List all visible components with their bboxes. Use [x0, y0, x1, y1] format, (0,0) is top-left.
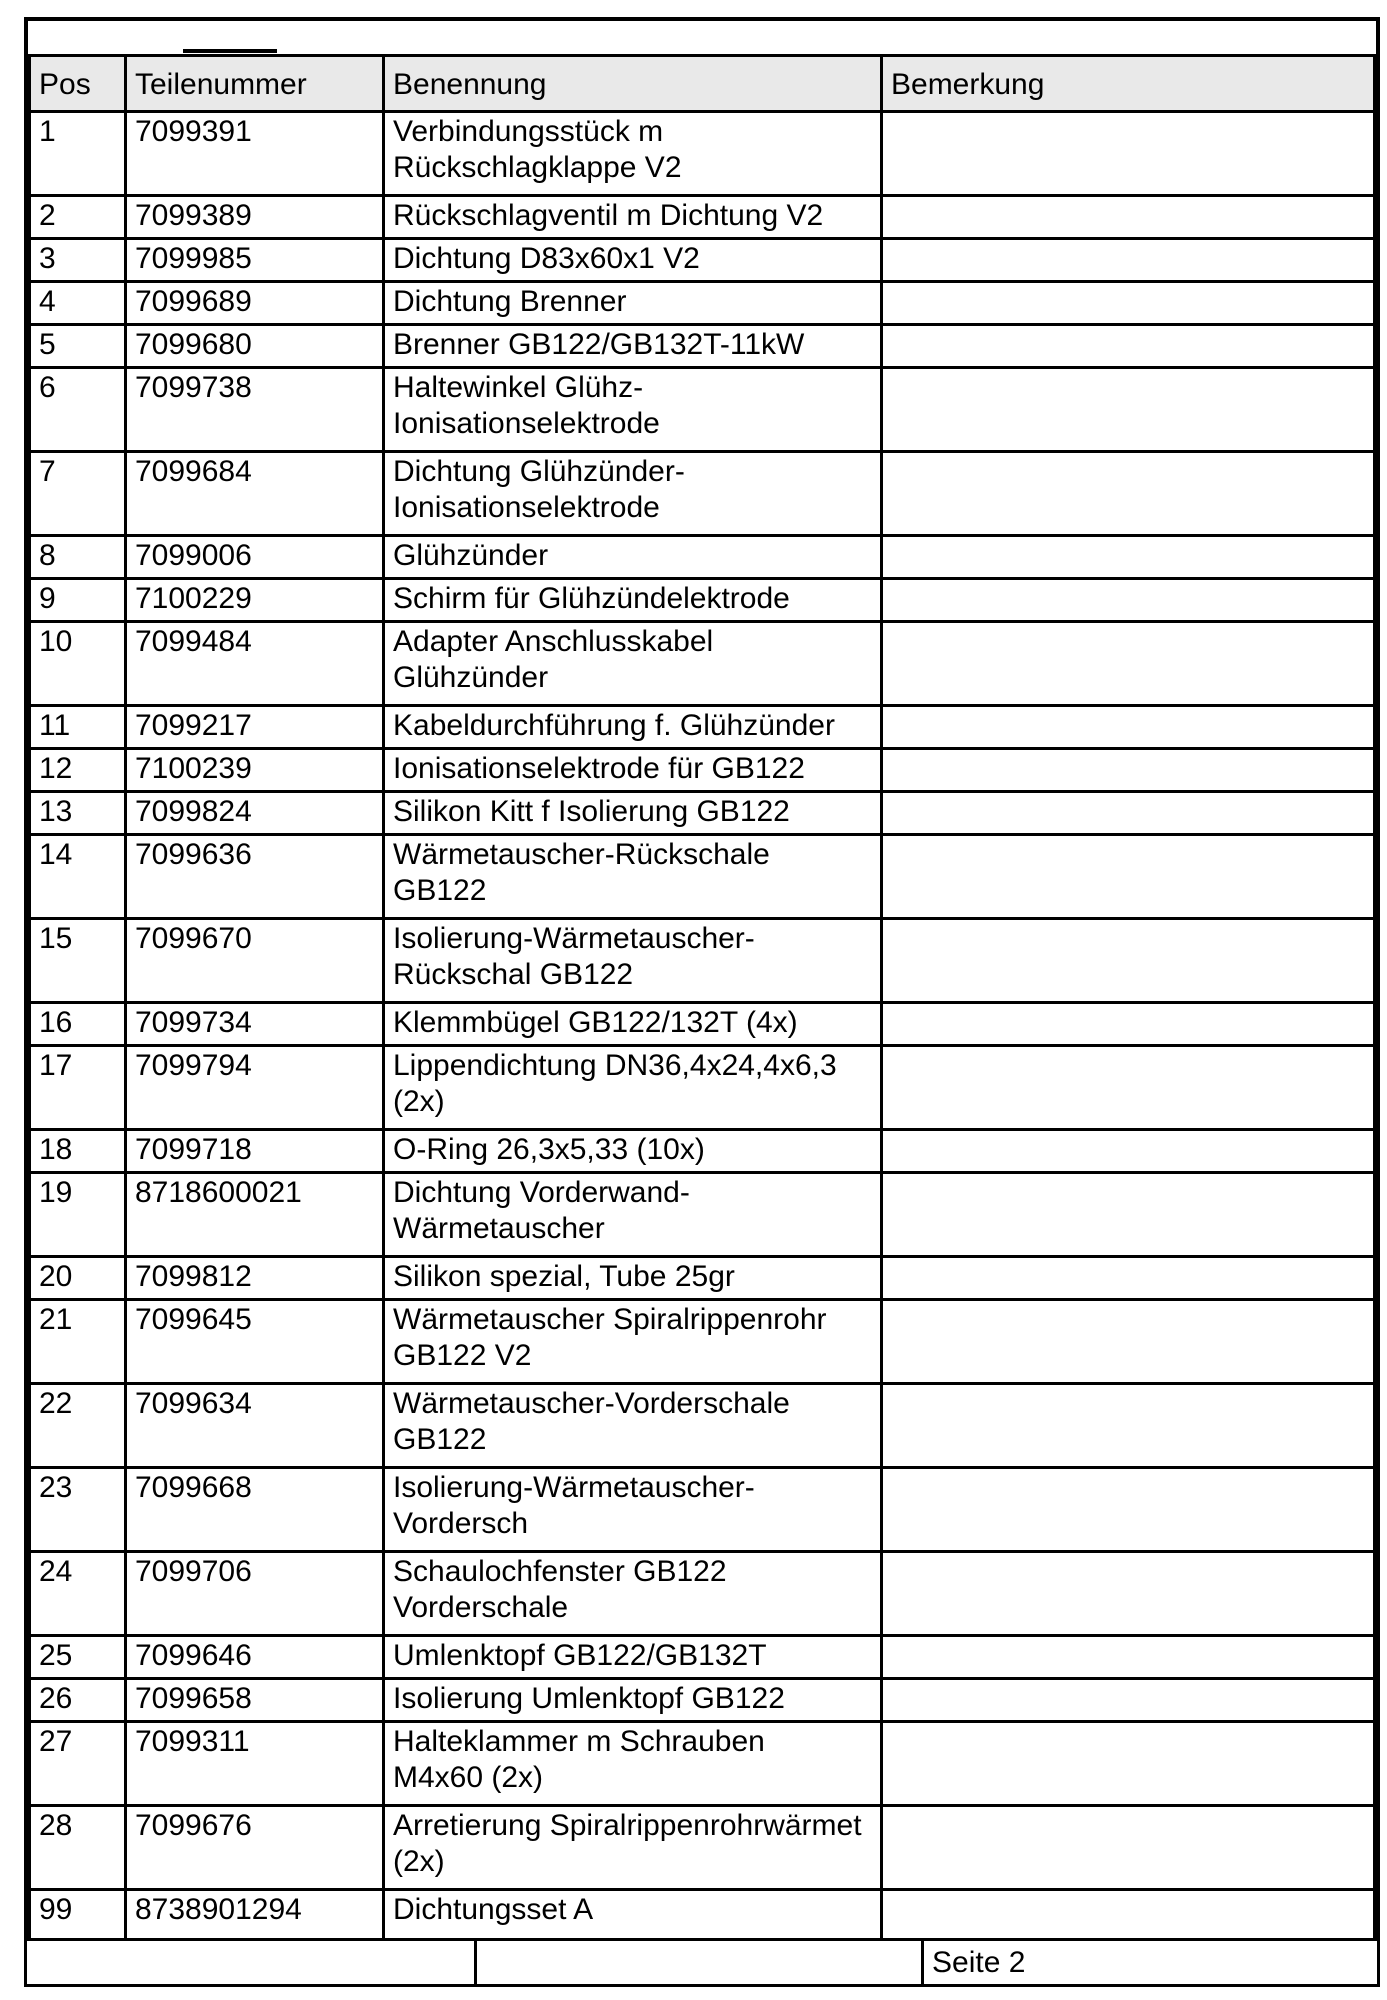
cell-name: [384, 1130, 882, 1173]
cell-name: [384, 112, 882, 196]
cell-name: [384, 622, 882, 706]
scan-artifact-line: [183, 49, 277, 53]
cell-name: [384, 1552, 882, 1636]
cell-part-number: 7099006: [126, 536, 384, 579]
name-line: (2x): [393, 1845, 445, 1878]
cell-name: [384, 835, 882, 919]
cell-name: [384, 282, 882, 325]
name-line: Rückschal GB122: [393, 958, 634, 991]
parts-table-body: [30, 112, 1375, 1949]
name-line: Ionisationselektrode: [393, 407, 660, 440]
cell-remark: [882, 622, 1375, 706]
footer-cell-1: [27, 1941, 477, 1984]
cell-pos: 1: [30, 112, 126, 196]
table-row: [30, 792, 1375, 835]
table-row: [30, 1257, 1375, 1300]
name-line: Wärmetauscher Spiralrippenrohr: [393, 1303, 827, 1336]
cell-remark: [882, 452, 1375, 536]
cell-part-number: 7099718: [126, 1130, 384, 1173]
cell-pos: 3: [30, 239, 126, 282]
footer-page-number: Seite 2: [932, 1946, 1026, 1979]
cell-part-number: 7099680: [126, 325, 384, 368]
cell-part-number: 7099658: [126, 1679, 384, 1722]
cell-name: [384, 196, 882, 239]
cell-name: [384, 1468, 882, 1552]
name-line: Arretierung Spiralrippenrohrwärmet: [393, 1809, 862, 1842]
cell-pos: 20: [30, 1257, 126, 1300]
cell-pos: 19: [30, 1173, 126, 1257]
name-line: Dichtung Vorderwand-: [393, 1176, 690, 1209]
cell-remark: [882, 579, 1375, 622]
table-row: [30, 749, 1375, 792]
table-row: [30, 919, 1375, 1003]
name-line: Dichtung Brenner: [393, 285, 627, 318]
cell-remark: [882, 1257, 1375, 1300]
cell-pos: 18: [30, 1130, 126, 1173]
cell-remark: [882, 1806, 1375, 1890]
table-row: [30, 368, 1375, 452]
table-row: [30, 1679, 1375, 1722]
cell-name: [384, 1679, 882, 1722]
cell-name: [384, 1257, 882, 1300]
parts-table: [28, 54, 1376, 1950]
cell-part-number: 8718600021: [126, 1173, 384, 1257]
name-line: Dichtungsset A: [393, 1893, 594, 1926]
cell-name: [384, 1806, 882, 1890]
table-row: [30, 1046, 1375, 1130]
cell-remark: [882, 1679, 1375, 1722]
cell-part-number: 7099389: [126, 196, 384, 239]
name-line: Rückschlagklappe V2: [393, 151, 682, 184]
cell-pos: 13: [30, 792, 126, 835]
cell-part-number: 7100229: [126, 579, 384, 622]
cell-part-number: 7099645: [126, 1300, 384, 1384]
cell-pos: 2: [30, 196, 126, 239]
cell-name: [384, 706, 882, 749]
name-line: Dichtung Glühzünder-: [393, 455, 685, 488]
name-line: Halteklammer m Schrauben: [393, 1725, 765, 1758]
table-row: [30, 452, 1375, 536]
name-line: Brenner GB122/GB132T-11kW: [393, 328, 805, 361]
cell-pos: 14: [30, 835, 126, 919]
cell-part-number: 7099734: [126, 1003, 384, 1046]
name-line: Klemmbügel GB122/132T (4x): [393, 1006, 798, 1039]
cell-name: [384, 1300, 882, 1384]
name-line: Schirm für Glühzündelektrode: [393, 582, 790, 615]
table-row: [30, 622, 1375, 706]
table-row: [30, 1173, 1375, 1257]
table-row: [30, 239, 1375, 282]
cell-remark: [882, 1173, 1375, 1257]
table-row: [30, 325, 1375, 368]
name-line: Verbindungsstück m: [393, 115, 664, 148]
cell-part-number: 7100239: [126, 749, 384, 792]
cell-part-number: 7099484: [126, 622, 384, 706]
column-header-benennung: Benennung: [384, 56, 882, 112]
name-line: Ionisationselektrode für GB122: [393, 752, 805, 785]
cell-pos: 16: [30, 1003, 126, 1046]
name-line: Dichtung D83x60x1 V2: [393, 242, 700, 275]
cell-remark: [882, 706, 1375, 749]
cell-name: [384, 1046, 882, 1130]
cell-name: [384, 325, 882, 368]
name-line: (2x): [393, 1085, 445, 1118]
cell-remark: [882, 1046, 1375, 1130]
cell-part-number: 7099676: [126, 1806, 384, 1890]
cell-pos: 99: [30, 1890, 126, 1949]
cell-remark: [882, 919, 1375, 1003]
table-header-row: [30, 56, 1375, 112]
page-footer: [24, 1938, 1380, 1987]
name-line: Schaulochfenster GB122: [393, 1555, 727, 1588]
cell-part-number: 7099646: [126, 1636, 384, 1679]
table-row: [30, 1722, 1375, 1806]
cell-pos: 7: [30, 452, 126, 536]
cell-pos: 6: [30, 368, 126, 452]
cell-part-number: 8738901294: [126, 1890, 384, 1949]
cell-name: [384, 368, 882, 452]
table-row: [30, 196, 1375, 239]
cell-pos: 8: [30, 536, 126, 579]
cell-remark: [882, 749, 1375, 792]
table-row: [30, 1636, 1375, 1679]
cell-part-number: 7099738: [126, 368, 384, 452]
name-line: GB122: [393, 874, 487, 907]
name-line: Wärmetauscher-Vorderschale: [393, 1387, 790, 1420]
cell-pos: 24: [30, 1552, 126, 1636]
cell-part-number: 7099636: [126, 835, 384, 919]
cell-part-number: 7099634: [126, 1384, 384, 1468]
table-row: [30, 579, 1375, 622]
name-line: GB122: [393, 1423, 487, 1456]
cell-name: [384, 536, 882, 579]
cell-part-number: 7099985: [126, 239, 384, 282]
cell-remark: [882, 1468, 1375, 1552]
name-line: Isolierung-Wärmetauscher-: [393, 1471, 755, 1504]
name-line: Vordersch: [393, 1507, 529, 1540]
cell-pos: 25: [30, 1636, 126, 1679]
name-line: O-Ring 26,3x5,33 (10x): [393, 1133, 705, 1166]
cell-name: [384, 1003, 882, 1046]
name-line: Vorderschale: [393, 1591, 569, 1624]
table-row: [30, 282, 1375, 325]
cell-part-number: 7099812: [126, 1257, 384, 1300]
cell-pos: 12: [30, 749, 126, 792]
name-line: Kabeldurchführung f. Glühzünder: [393, 709, 835, 742]
table-row: [30, 112, 1375, 196]
cell-name: [384, 749, 882, 792]
cell-name: [384, 1636, 882, 1679]
cell-part-number: 7099668: [126, 1468, 384, 1552]
column-header-bemerkung: Bemerkung: [882, 56, 1375, 112]
name-line: Glühzünder: [393, 539, 549, 572]
cell-pos: 21: [30, 1300, 126, 1384]
cell-name: [384, 1173, 882, 1257]
cell-pos: 17: [30, 1046, 126, 1130]
cell-remark: [882, 112, 1375, 196]
cell-remark: [882, 239, 1375, 282]
table-row: [30, 1468, 1375, 1552]
cell-part-number: 7099670: [126, 919, 384, 1003]
cell-remark: [882, 196, 1375, 239]
cell-remark: [882, 1636, 1375, 1679]
cell-name: [384, 1722, 882, 1806]
name-line: Silikon spezial, Tube 25gr: [393, 1260, 735, 1293]
name-line: Wärmetauscher: [393, 1212, 605, 1245]
cell-pos: 23: [30, 1468, 126, 1552]
table-row: [30, 1384, 1375, 1468]
cell-remark: [882, 1003, 1375, 1046]
table-row: [30, 706, 1375, 749]
cell-remark: [882, 1722, 1375, 1806]
cell-pos: 11: [30, 706, 126, 749]
cell-remark: [882, 1384, 1375, 1468]
cell-remark: [882, 792, 1375, 835]
cell-remark: [882, 1552, 1375, 1636]
cell-pos: 10: [30, 622, 126, 706]
cell-pos: 22: [30, 1384, 126, 1468]
cell-name: [384, 579, 882, 622]
name-line: M4x60 (2x): [393, 1761, 544, 1794]
cell-part-number: 7099391: [126, 112, 384, 196]
cell-remark: [882, 1300, 1375, 1384]
name-line: Umlenktopf GB122/GB132T: [393, 1639, 767, 1672]
cell-pos: 15: [30, 919, 126, 1003]
name-line: Rückschlagventil m Dichtung V2: [393, 199, 824, 232]
name-line: Isolierung Umlenktopf GB122: [393, 1682, 785, 1715]
cell-part-number: 7099794: [126, 1046, 384, 1130]
cell-part-number: 7099689: [126, 282, 384, 325]
cell-pos: 28: [30, 1806, 126, 1890]
cell-pos: 27: [30, 1722, 126, 1806]
table-row: [30, 1806, 1375, 1890]
name-line: Wärmetauscher-Rückschale: [393, 838, 770, 871]
cell-remark: [882, 368, 1375, 452]
cell-name: [384, 452, 882, 536]
cell-part-number: 7099706: [126, 1552, 384, 1636]
table-row: [30, 835, 1375, 919]
cell-pos: 5: [30, 325, 126, 368]
parts-table-frame: [24, 17, 1380, 1954]
cell-pos: 4: [30, 282, 126, 325]
cell-name: [384, 792, 882, 835]
cell-name: [384, 239, 882, 282]
footer-cell-2: [477, 1941, 924, 1984]
table-row: [30, 1552, 1375, 1636]
cell-pos: 26: [30, 1679, 126, 1722]
name-line: GB122 V2: [393, 1339, 532, 1372]
cell-name: [384, 1384, 882, 1468]
table-row: [30, 1003, 1375, 1046]
cell-remark: [882, 325, 1375, 368]
name-line: Glühzünder: [393, 661, 549, 694]
cell-remark: [882, 1130, 1375, 1173]
table-row: [30, 1300, 1375, 1384]
cell-pos: 9: [30, 579, 126, 622]
cell-remark: [882, 835, 1375, 919]
cell-part-number: 7099311: [126, 1722, 384, 1806]
cell-name: [384, 919, 882, 1003]
name-line: Silikon Kitt f Isolierung GB122: [393, 795, 790, 828]
name-line: Isolierung-Wärmetauscher-: [393, 922, 755, 955]
cell-remark: [882, 536, 1375, 579]
name-line: Lippendichtung DN36,4x24,4x6,3: [393, 1049, 837, 1082]
name-line: Haltewinkel Glühz-: [393, 371, 644, 404]
table-row: [30, 1130, 1375, 1173]
cell-part-number: 7099217: [126, 706, 384, 749]
table-row: [30, 536, 1375, 579]
cell-part-number: 7099684: [126, 452, 384, 536]
name-line: Adapter Anschlusskabel: [393, 625, 714, 658]
column-header-pos: Pos: [30, 56, 126, 112]
column-header-teilenummer: Teilenummer: [126, 56, 384, 112]
cell-remark: [882, 282, 1375, 325]
cell-part-number: 7099824: [126, 792, 384, 835]
name-line: Ionisationselektrode: [393, 491, 660, 524]
